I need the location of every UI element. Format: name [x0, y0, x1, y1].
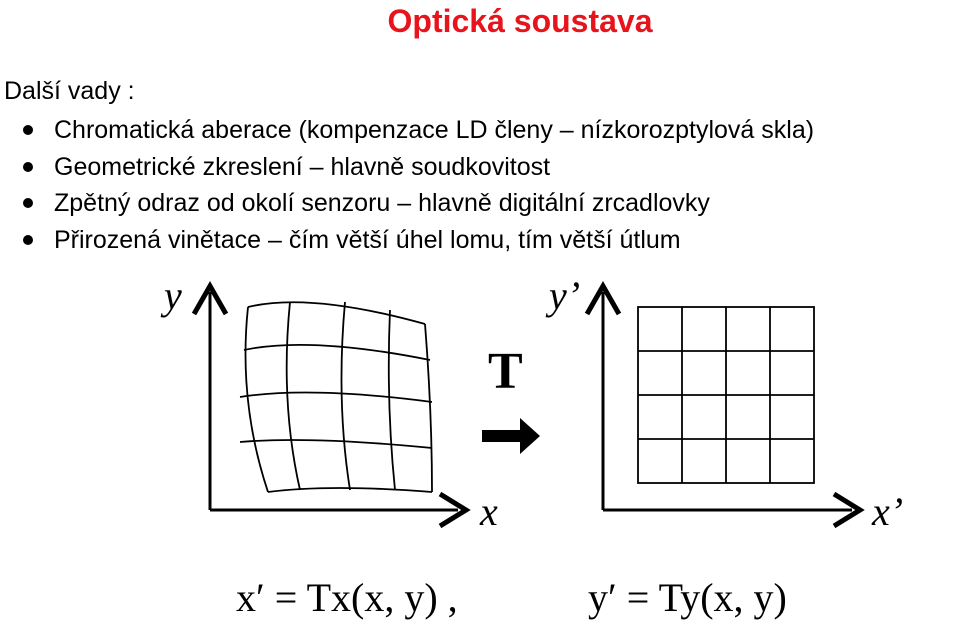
distortion-figure [140, 252, 930, 632]
transform-arrow-icon [482, 418, 540, 454]
bullet-dot-icon [23, 162, 33, 172]
intro-text: Další vady : [4, 77, 135, 105]
bullet-item [0, 185, 814, 222]
bullet-text: Zpětný odraz od okolí senzoru – hlavně digitální zrcadlovky [54, 189, 710, 217]
left-y-axis-label: y [164, 273, 182, 318]
slide-title: Optická soustava [387, 3, 653, 39]
left-x-axis-label: x [480, 489, 498, 534]
bullet-text: Chromatická aberace (kompenzace LD členy – nízkorozptylová skla) [54, 116, 815, 144]
bullet-item [0, 149, 814, 186]
bullet-dot-icon [23, 198, 33, 208]
bullet-dot-icon [23, 235, 33, 245]
bullet-text: Přirozená vinětace – čím větší úhel lomu, tím větší útlum [54, 225, 681, 254]
equation-left: x′ = Tx(x, y) , [236, 575, 458, 620]
bullet-item [0, 112, 814, 149]
bullet-list [0, 112, 814, 258]
distorted-grid [240, 302, 432, 492]
bullet-text: Geometrické zkreslení – hlavně soudkovitost [54, 152, 551, 181]
right-y-axis-label: y’ [549, 273, 581, 318]
equation-right: y′ = Ty(x, y) [588, 575, 787, 620]
right-x-axis-label: x’ [872, 489, 904, 534]
regular-grid [638, 307, 814, 483]
transform-label: T [488, 343, 523, 400]
bullet-dot-icon [23, 125, 33, 135]
